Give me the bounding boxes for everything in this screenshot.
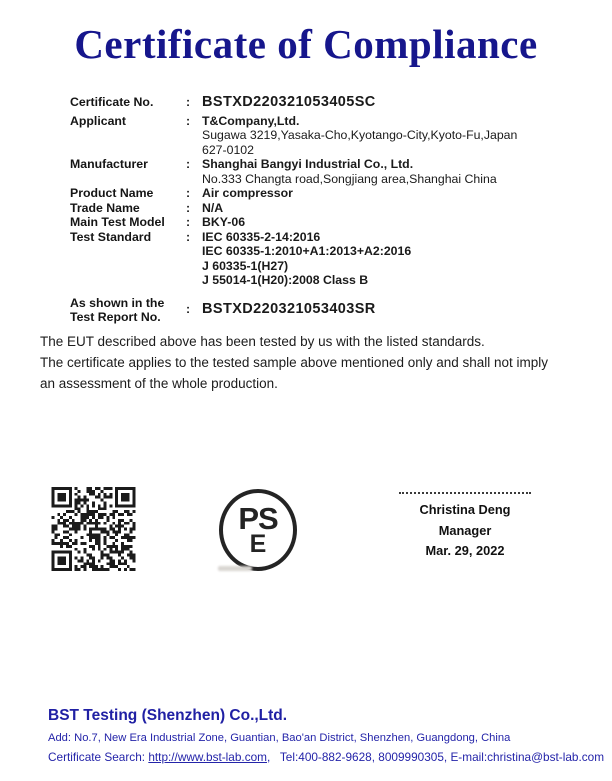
field-colon: : [186, 113, 191, 128]
qr-code [51, 487, 136, 571]
field-label: Product Name [70, 186, 154, 200]
qr-code-pattern [51, 487, 136, 571]
field-label: Main Test Model [70, 215, 165, 229]
pse-letter-e: E [249, 529, 267, 558]
certificate-fields [70, 95, 582, 324]
test-standard-line4: J 55014-1(H20):2008 Class B [202, 273, 369, 287]
field-label: Manufacturer [70, 157, 148, 171]
field-main-test-model [70, 215, 582, 230]
certificate-search-url-link[interactable]: http://www.bst-lab.com [148, 750, 267, 764]
field-colon: : [186, 302, 191, 317]
field-colon: : [186, 95, 191, 109]
field-label: Test Standard [70, 229, 152, 244]
signature-block [385, 492, 545, 562]
pse-mark-icon [219, 489, 297, 571]
field-label: Applicant [70, 113, 127, 128]
field-colon: : [186, 215, 191, 229]
faint-watermark [218, 566, 252, 571]
field-colon: : [186, 157, 191, 171]
field-product-name [70, 186, 582, 201]
pse-letters-ps: PS [238, 500, 278, 536]
report-label-line2: Test Report No. [70, 309, 161, 324]
certificate-number-value: BSTXD220321053405SC [202, 94, 376, 110]
signer-name: Christina Deng [419, 502, 511, 517]
applicant-address-line2: 627-0102 [202, 142, 254, 157]
product-name-value: Air compressor [202, 186, 293, 200]
report-label-line1: As shown in the [70, 295, 165, 310]
signature-dotted-line [399, 492, 531, 494]
field-label: Certificate No. [70, 95, 154, 109]
manufacturer-name: Shanghai Bangyi Industrial Co., Ltd. [202, 157, 414, 171]
page-title: Certificate of Compliance [74, 21, 538, 67]
certificate-search-label: Certificate Search: [48, 750, 149, 764]
applicant-name: T&Company,Ltd. [202, 113, 300, 128]
field-test-standard [70, 230, 582, 288]
signer-role: Manager [438, 522, 492, 538]
test-standard-line2: IEC 60335-1:2010+A1:2013+A2:2016 [202, 244, 412, 258]
compliance-statement [40, 331, 584, 394]
manufacturer-address: No.333 Changta road,Songjiang area,Shanghai China [202, 171, 497, 186]
footer [48, 707, 605, 764]
footer-contacts: , Tel:400-882-9628, 8009990305, E-mail:christina@bst-lab.com [267, 750, 605, 764]
field-certificate-no [70, 95, 582, 110]
test-standard-line3: J 60335-1(H27) [202, 258, 289, 273]
test-report-number-value: BSTXD220321053403SR [202, 301, 376, 318]
statement-line1: The EUT described above has been tested by us with the listed standards. [40, 334, 485, 349]
field-trade-name [70, 201, 582, 216]
footer-address: Add: No.7, New Era Industrial Zone, Guantian, Bao'an District, Shenzhen, Guangdong, China [48, 732, 511, 744]
statement-line3: an assessment of the whole production. [40, 376, 278, 391]
test-standard-line1: IEC 60335-2-14:2016 [202, 229, 321, 244]
signature-date: Mar. 29, 2022 [425, 543, 505, 558]
footer-company-name: BST Testing (Shenzhen) Co.,Ltd. [48, 707, 288, 724]
field-manufacturer [70, 157, 582, 186]
field-label: Trade Name [70, 200, 140, 215]
field-colon: : [186, 186, 191, 200]
test-model-value: BKY-06 [202, 215, 246, 229]
trade-name-value: N/A [202, 200, 224, 215]
field-colon: : [186, 229, 191, 244]
field-test-report-no [70, 296, 582, 324]
field-colon: : [186, 200, 191, 215]
field-applicant [70, 114, 582, 158]
footer-search-line [48, 750, 605, 764]
statement-line2: The certificate applies to the tested sample above mentioned only and shall not imply [40, 355, 549, 370]
applicant-address-line1: Sugawa 3219,Yasaka-Cho,Kyotango-City,Kyoto-Fu,Japan [202, 128, 518, 142]
